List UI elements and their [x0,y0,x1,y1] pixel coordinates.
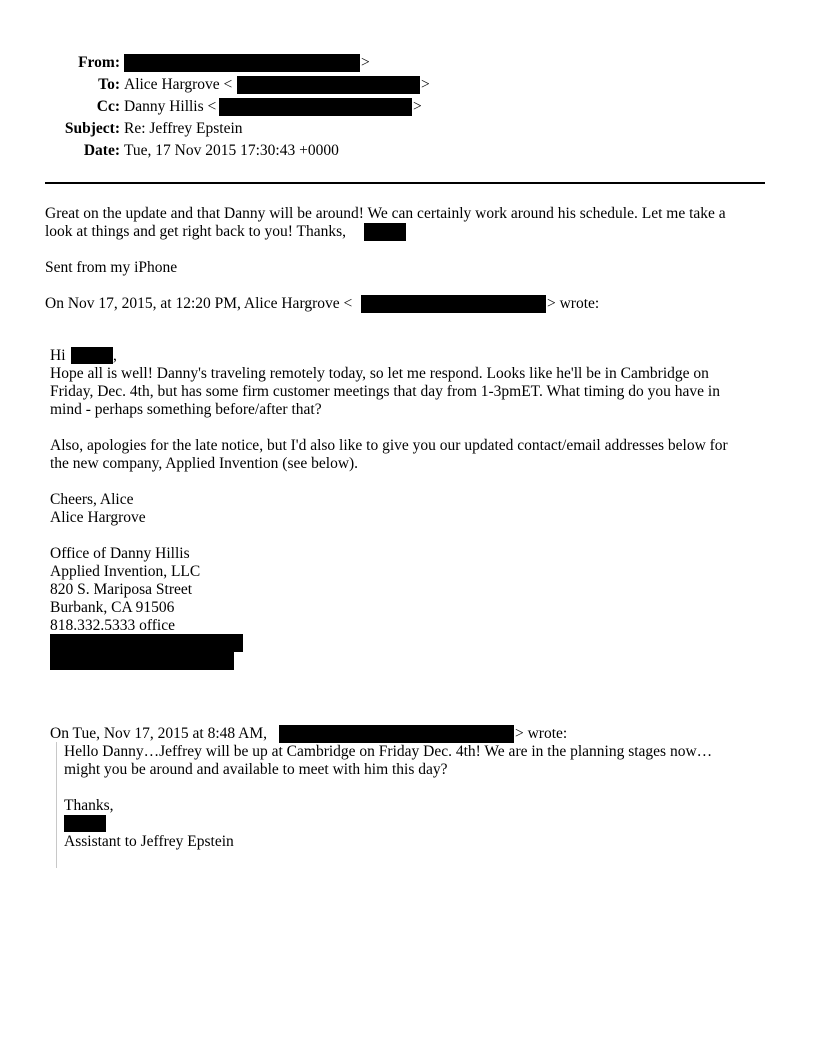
to-redaction [237,76,420,94]
quote-intro-redaction [361,295,546,313]
original-line-1: Hello Danny…Jeffrey will be up at Cambridge on Friday Dec. 4th! We are in the planning stages now… [64,743,713,760]
reply-line-2: look at things and get right back to you! Thanks, [45,223,347,240]
quote-intro-b: > wrote: [547,295,600,312]
alice-p1-line-1: Hope all is well! Danny's traveling remotely today, so let me respond. Looks like he'll be in Cambridge on [50,365,709,382]
to-close-bracket: > [421,76,430,93]
subject-value: Re: Jeffrey Epstein [124,120,243,137]
quote-bar [56,742,57,868]
sig-redaction-2 [50,652,234,670]
sig-line-2: Applied Invention, LLC [50,563,201,580]
alice-p1-line-2: Friday, Dec. 4th, but has some firm customer meetings that day from 1-3pmET. What timing do you have in [50,383,720,400]
reply-signature-redaction [364,223,406,241]
original-signature-redaction [64,815,106,832]
sig-line-4: Burbank, CA 91506 [50,599,175,616]
sig-redaction-1 [50,634,243,652]
cc-redaction [219,98,412,116]
from-label: From: [78,54,120,71]
from-redaction [124,54,360,72]
cc-label: Cc: [96,98,120,115]
sig-line-3: 820 S. Mariposa Street [50,581,193,598]
alice-p1-line-3: mind - perhaps something before/after that? [50,401,322,418]
subject-label: Subject: [64,120,120,137]
original-intro-b: > wrote: [515,725,568,742]
original-thanks: Thanks, [64,797,114,814]
original-intro-redaction [279,725,514,743]
sig-line-1: Office of Danny Hillis [50,545,190,562]
to-name: Alice Hargrove < [124,76,233,93]
sent-from-line: Sent from my iPhone [45,259,178,276]
alice-signature-name: Alice Hargrove [50,509,146,526]
original-signature-title: Assistant to Jeffrey Epstein [64,833,234,850]
alice-greeting: Hi [50,347,66,364]
reply-line-1: Great on the update and that Danny will be around! We can certainly work around his schedule. Let me take a [45,205,726,222]
cc-name: Danny Hillis < [124,98,217,115]
alice-p2-line-2: the new company, Applied Invention (see below). [50,455,359,472]
greeting-redaction [71,347,113,364]
date-label: Date: [83,142,120,159]
header-divider [45,182,765,184]
alice-p2-line-1: Also, apologies for the late notice, but I'd also like to give you our updated contact/email addresses below for [50,437,728,454]
cc-close-bracket: > [413,98,422,115]
original-line-2: might you be around and available to meet with him this day? [64,761,448,778]
sig-line-5: 818.332.5333 office [50,617,175,634]
to-label: To: [98,76,120,93]
original-intro-a: On Tue, Nov 17, 2015 at 8:48 AM, [50,725,268,742]
from-close-bracket: > [361,54,370,71]
greeting-tail: , [113,347,117,364]
quote-intro-a: On Nov 17, 2015, at 12:20 PM, Alice Hargrove < [45,295,353,312]
date-value: Tue, 17 Nov 2015 17:30:43 +0000 [124,142,339,159]
alice-closing: Cheers, Alice [50,491,134,508]
